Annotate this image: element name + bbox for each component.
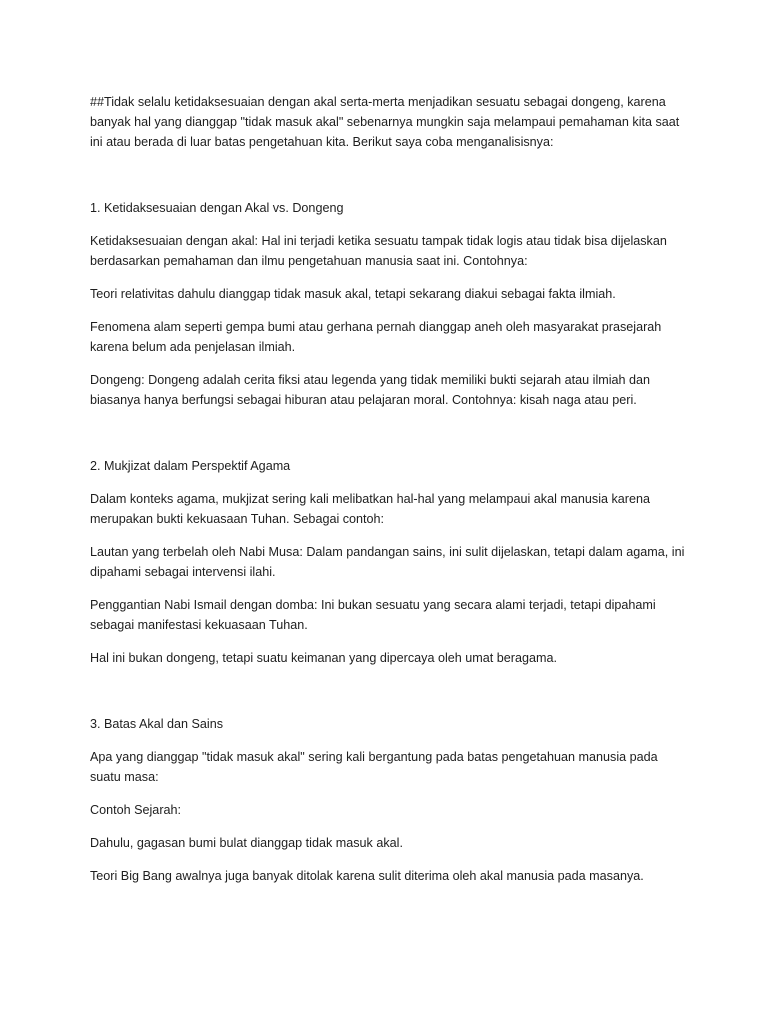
spacer [90, 410, 690, 456]
spacer [90, 668, 690, 714]
paragraph: Apa yang dianggap "tidak masuk akal" sering kali bergantung pada batas pengetahuan manusia pada suatu masa: [90, 750, 658, 784]
paragraph: Contoh Sejarah: [90, 803, 182, 817]
paragraph: Penggantian Nabi Ismail dengan domba: Ini bukan sesuatu yang secara alami terjadi, tetapi dipahami sebagai manifestasi kekuasaan Tuhan. [90, 598, 656, 632]
paragraph: Teori relativitas dahulu dianggap tidak masuk akal, tetapi sekarang diakui sebagai fakta ilmiah. [90, 287, 616, 301]
paragraph: Teori Big Bang awalnya juga banyak ditolak karena sulit diterima oleh akal manusia pada masanya. [90, 869, 644, 883]
paragraph: Ketidaksesuaian dengan akal: Hal ini terjadi ketika sesuatu tampak tidak logis atau tidak bisa dijelaskan berdasarkan pemahaman dan ilmu pengetahuan manusia saat ini. Contohnya: [90, 234, 667, 268]
spacer [90, 152, 690, 198]
paragraph: Dalam konteks agama, mukjizat sering kali melibatkan hal-hal yang melampaui akal manusia karena merupakan bukti kekuasaan Tuhan. Sebagai contoh: [90, 492, 650, 526]
section-heading-3: 3. Batas Akal dan Sains [90, 717, 224, 731]
section-heading-2: 2. Mukjizat dalam Perspektif Agama [90, 459, 291, 473]
paragraph: Fenomena alam seperti gempa bumi atau gerhana pernah dianggap aneh oleh masyarakat prasejarah karena belum ada penjelasan ilmiah. [90, 320, 662, 354]
document-body [90, 92, 690, 899]
paragraph: Hal ini bukan dongeng, tetapi suatu keimanan yang dipercaya oleh umat beragama. [90, 651, 557, 665]
paragraph: Lautan yang terbelah oleh Nabi Musa: Dalam pandangan sains, ini sulit dijelaskan, tetapi dalam agama, ini dipahami sebagai intervensi ilahi. [90, 545, 685, 579]
section-heading-1: 1. Ketidaksesuaian dengan Akal vs. Dongeng [90, 201, 344, 215]
intro-paragraph: ##Tidak selalu ketidaksesuaian dengan akal serta-merta menjadikan sesuatu sebagai dongeng, karena banyak hal yang dianggap "tidak masuk akal" sebenarnya mungkin saja melampaui pemahaman kita saat ini atau berada di luar batas pengetahuan kita. Berikut saya coba menganalisisnya: [90, 95, 680, 149]
paragraph: Dahulu, gagasan bumi bulat dianggap tidak masuk akal. [90, 836, 403, 850]
paragraph: Dongeng: Dongeng adalah cerita fiksi atau legenda yang tidak memiliki bukti sejarah atau ilmiah dan biasanya hanya berfungsi sebagai hiburan atau pelajaran moral. Contohnya: kisah naga atau peri. [90, 373, 651, 407]
